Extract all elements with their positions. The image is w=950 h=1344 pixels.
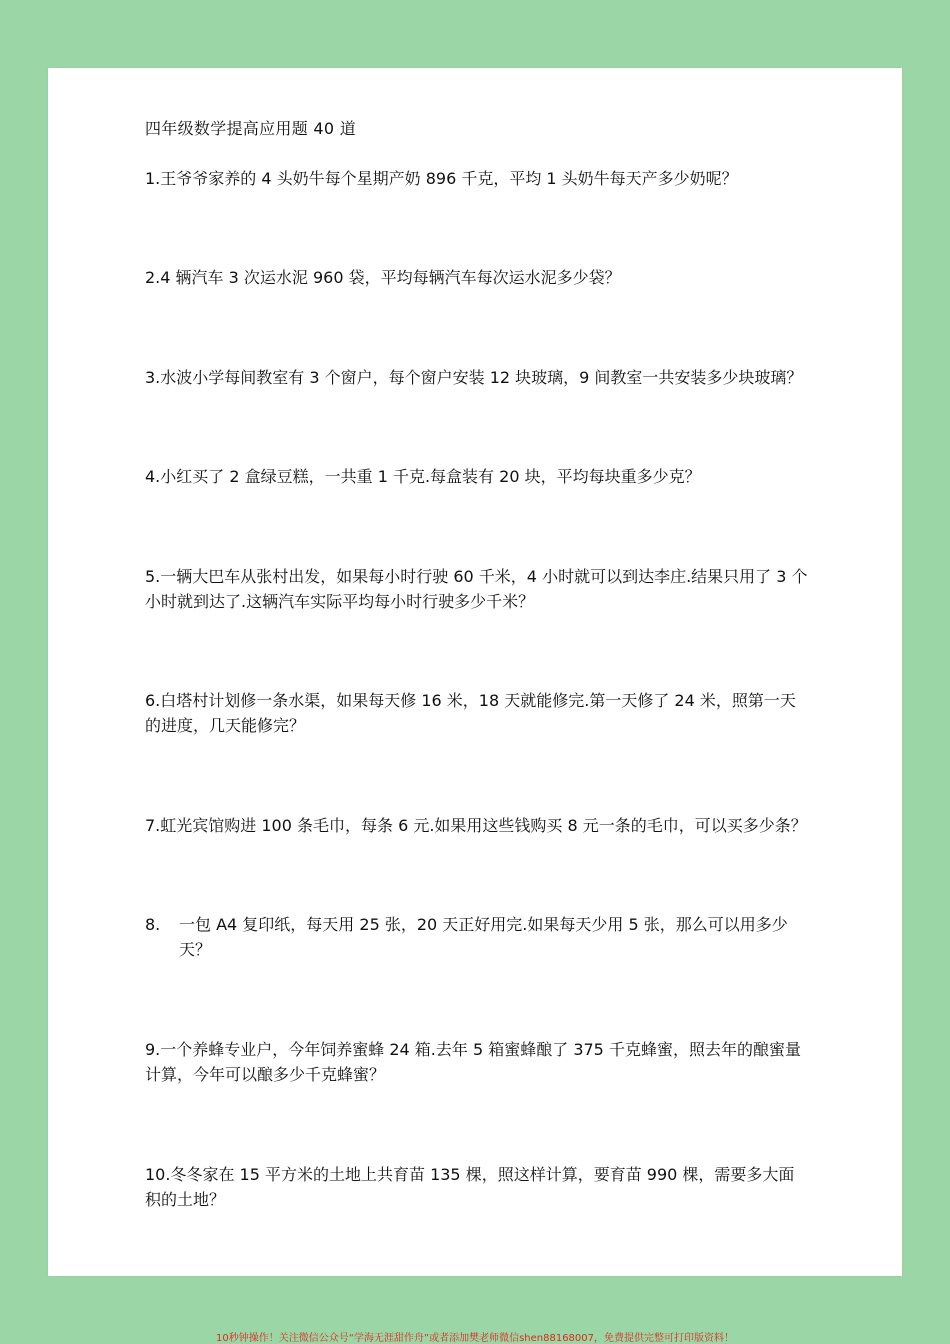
question-2: 2.4 辆汽车 3 次运水泥 960 袋，平均每辆汽车每次运水泥多少袋？	[145, 268, 621, 287]
worksheet-title: 四年级数学提高应用题 40 道	[145, 119, 357, 138]
question-7: 7.虹光宾馆购进 100 条毛巾，每条 6 元.如果用这些钱购买 8 元一条的毛巾，可以买多少条？	[145, 816, 807, 835]
worksheet-page	[48, 68, 902, 1276]
question-4: 4.小红买了 2 盒绿豆糕，一共重 1 千克.每盒装有 20 块，平均每块重多少克？	[145, 467, 701, 486]
question-8-number: 8.	[145, 915, 161, 934]
question-1: 1.王爷爷家养的 4 头奶牛每个星期产奶 896 千克，平均 1 头奶牛每天产多少奶呢？	[145, 169, 738, 188]
question-6: 6.白塔村计划修一条水渠，如果每天修 16 米，18 天就能修完.第一天修了 24 米，照第一天的进度，几天能修完？	[145, 691, 796, 735]
question-8-text: 一包 A4 复印纸，每天用 25 张，20 天正好用完.如果每天少用 5 张，那么可以用多少天？	[179, 915, 788, 959]
question-10: 10.冬冬家在 15 平方米的土地上共育苗 135 棵，照这样计算，要育苗 990 棵，需要多大面积的土地？	[145, 1165, 795, 1209]
question-9: 9.一个养蜂专业户，今年饲养蜜蜂 24 箱.去年 5 箱蜜蜂酿了 375 千克蜂蜜，照去年的酿蜜量计算，今年可以酿多少千克蜂蜜？	[145, 1040, 801, 1084]
question-5: 5.一辆大巴车从张村出发，如果每小时行驶 60 千米，4 小时就可以到达李庄.结果只用了 3 个小时就到达了.这辆汽车实际平均每小时行驶多少千米？	[145, 567, 808, 611]
question-8	[145, 912, 810, 962]
question-3: 3.水波小学每间教室有 3 个窗户，每个窗户安装 12 块玻璃，9 间教室一共安装多少块玻璃？	[145, 368, 803, 387]
promo-footer: 10秒钟操作！关注微信公众号“学海无涯甜作舟”或者添加樊老师微信shen88168007，免费提供完整可打印版资料！	[215, 1333, 735, 1344]
